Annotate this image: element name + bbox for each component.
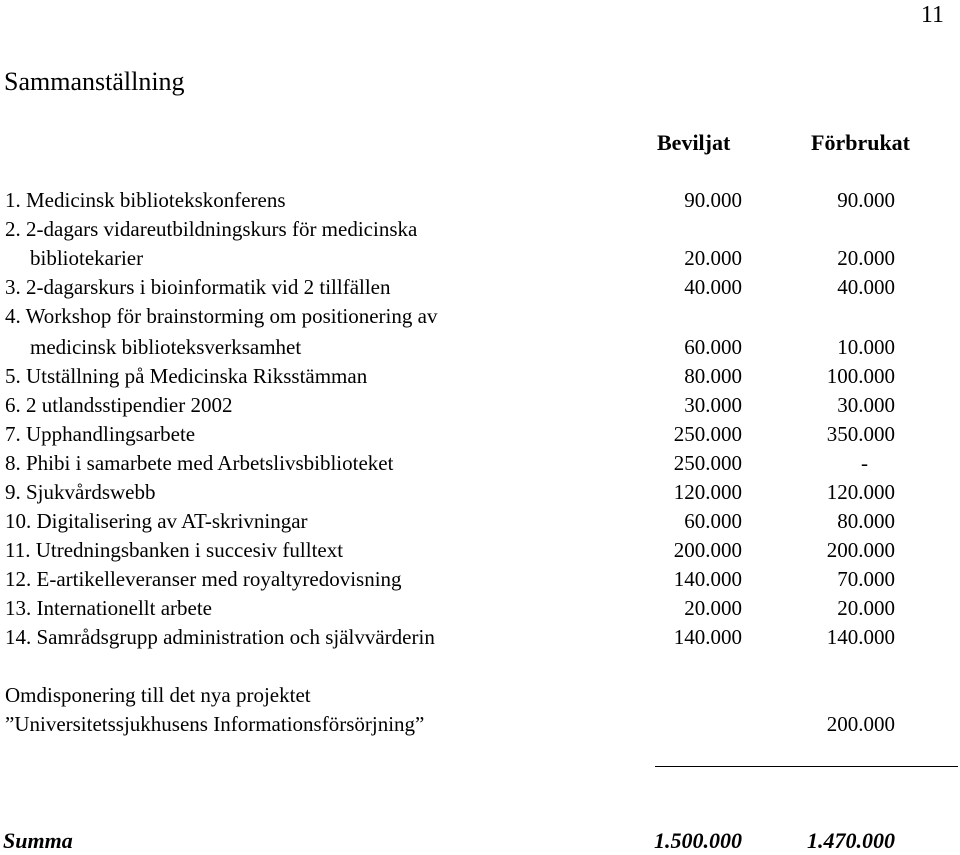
page-title: Sammanställning [4, 67, 185, 96]
item-forbrukat: 140.000 [826, 625, 895, 649]
table-row [0, 565, 960, 594]
item-forbrukat: 20.000 [837, 246, 895, 270]
item-forbrukat: 350.000 [826, 422, 895, 446]
item-beviljat: 90.000 [684, 188, 742, 212]
item-beviljat: 140.000 [673, 567, 742, 591]
item-label: 6. 2 utlandsstipendier 2002 [5, 393, 233, 417]
table-row [0, 507, 960, 536]
sum-divider [655, 766, 958, 767]
table-row [0, 186, 960, 215]
item-beviljat: 140.000 [673, 625, 742, 649]
item-forbrukat: 120.000 [826, 480, 895, 504]
item-beviljat: 30.000 [684, 393, 742, 417]
table-row [0, 302, 960, 331]
item-beviljat: 80.000 [684, 364, 742, 388]
table-row [0, 391, 960, 420]
summa-label: Summa [3, 828, 73, 853]
omdisponering-line2: ”Universitetssjukhusens Informationsförsörjning” [5, 712, 425, 736]
item-label: 1. Medicinsk bibliotekskonferens [5, 188, 286, 212]
item-label: 12. E-artikelleveranser med royaltyredovisning [5, 567, 402, 591]
item-forbrukat: 40.000 [837, 275, 895, 299]
summa-forbrukat: 1.470.000 [807, 828, 895, 853]
item-beviljat: 60.000 [684, 335, 742, 359]
item-label: bibliotekarier [30, 246, 144, 270]
item-forbrukat: 20.000 [837, 596, 895, 620]
item-beviljat: 20.000 [684, 596, 742, 620]
table-row [0, 420, 960, 449]
item-label: 2. 2-dagars vidareutbildningskurs för medicinska [5, 217, 418, 241]
item-beviljat: 120.000 [673, 480, 742, 504]
item-label: 7. Upphandlingsarbete [5, 422, 196, 446]
item-label: 3. 2-dagarskurs i bioinformatik vid 2 tillfällen [5, 275, 391, 299]
table-row [0, 333, 960, 362]
table-row [0, 215, 960, 244]
item-label: 9. Sjukvårdswebb [5, 480, 156, 504]
item-beviljat: 250.000 [673, 422, 742, 446]
item-label: 10. Digitalisering av AT-skrivningar [5, 509, 308, 533]
item-label: 14. Samrådsgrupp administration och självvärderin [5, 625, 435, 649]
item-forbrukat: 100.000 [826, 364, 895, 388]
item-forbrukat: - [861, 451, 868, 475]
item-beviljat: 40.000 [684, 275, 742, 299]
item-label: 5. Utställning på Medicinska Riksstämman [5, 364, 368, 388]
table-row [0, 594, 960, 623]
column-header-beviljat: Beviljat [657, 130, 731, 155]
item-label: 11. Utredningsbanken i succesiv fulltext [5, 538, 344, 562]
column-header-forbrukat: Förbrukat [811, 130, 910, 155]
item-beviljat: 20.000 [684, 246, 742, 270]
item-forbrukat: 90.000 [837, 188, 895, 212]
item-forbrukat: 200.000 [826, 538, 895, 562]
table-row [0, 244, 960, 273]
item-forbrukat: 10.000 [837, 335, 895, 359]
item-label: 4. Workshop för brainstorming om positionering av [5, 304, 438, 328]
item-forbrukat: 80.000 [837, 509, 895, 533]
table-row [0, 536, 960, 565]
item-forbrukat: 30.000 [837, 393, 895, 417]
summa-beviljat: 1.500.000 [654, 828, 742, 853]
table-row [0, 623, 960, 652]
item-beviljat: 200.000 [673, 538, 742, 562]
table-row [0, 362, 960, 391]
item-forbrukat: 70.000 [837, 567, 895, 591]
page-number: 11 [920, 2, 944, 28]
table-row [0, 449, 960, 478]
item-beviljat: 250.000 [673, 451, 742, 475]
item-label: 13. Internationellt arbete [5, 596, 212, 620]
omdisponering-forbrukat: 200.000 [826, 712, 895, 736]
item-label: medicinsk biblioteksverksamhet [30, 335, 302, 359]
omdisponering-line1: Omdisponering till det nya projektet [5, 683, 311, 707]
table-row [0, 273, 960, 302]
item-beviljat: 60.000 [684, 509, 742, 533]
item-label: 8. Phibi i samarbete med Arbetslivsbiblioteket [5, 451, 394, 475]
table-row [0, 478, 960, 507]
